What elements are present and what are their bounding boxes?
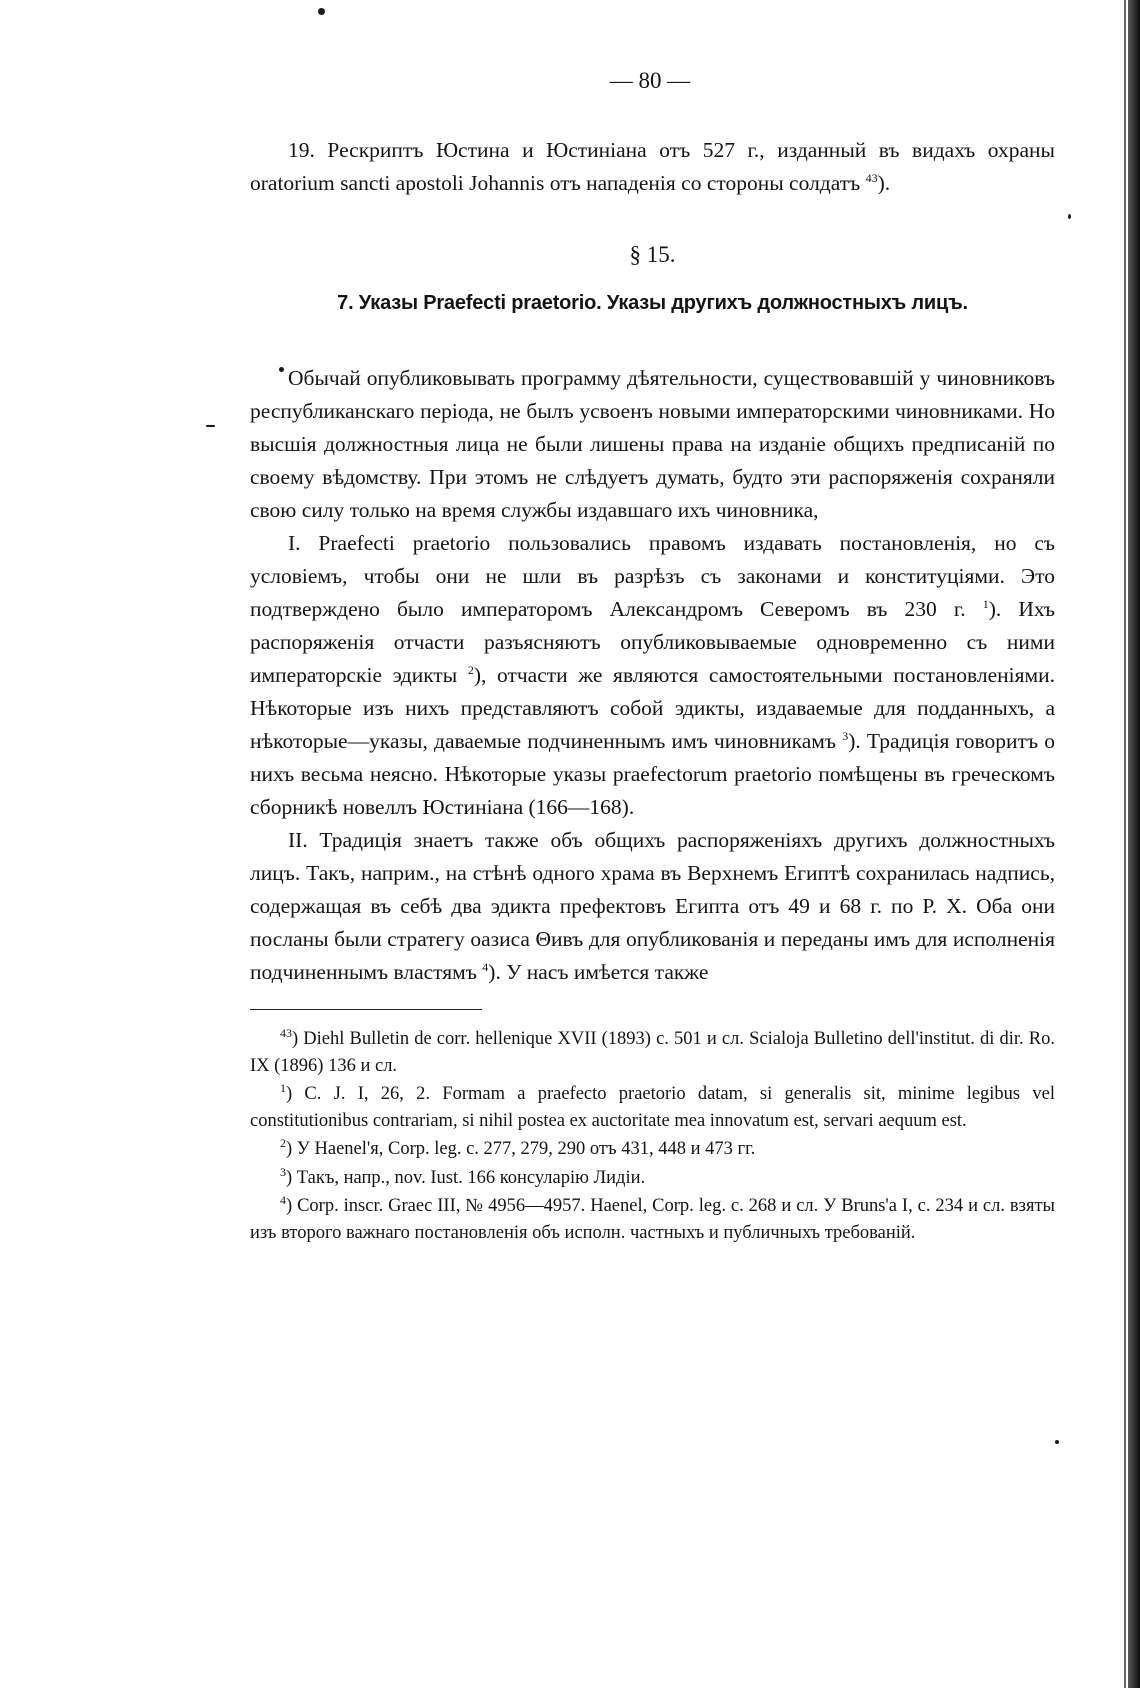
footnote-divider bbox=[250, 1009, 482, 1010]
scan-speck bbox=[1055, 1440, 1059, 1444]
section-sign: § 15. bbox=[629, 242, 676, 267]
footnote-text: ) C. J. I, 26, 2. Formam a praefecto praetorio datam, si generalis sit, minime legibus vel constitutionibus contrariam, si nihil postea ex auctoritate mea innovatum est, servari aequum est. bbox=[250, 1084, 1055, 1131]
footnote-mark: 43 bbox=[280, 1025, 292, 1040]
scan-speck bbox=[318, 8, 325, 15]
footnote-text: ) Diehl Bulletin de corr. hellenique XVII (1893) с. 501 и сл. Scialoja Bulletino dell'institut. di dir. Ro. IX (1896) 136 и сл. bbox=[250, 1029, 1055, 1076]
intro-paragraph: Обычай опубликовывать программу дѣятельности, существовавшій у чиновниковъ республиканскаго періода, не былъ усвоенъ новыми императорскими чиновниками. Но высшія должностныя лица не были лишены права на изданіе общихъ предписаній по своему вѣдомству. При этомъ не слѣдуетъ думать, будто эти распоряженія сохраняли свою силу только на время службы издавшаго ихъ чиновника, bbox=[250, 366, 1055, 522]
paragraph-i-part: ). Традиція говоритъ о нихъ весьма неясно. Нѣкоторые указы praefectorum praetorio помѣщены въ греческомъ сборникѣ новеллъ Юстиніана (166—168). bbox=[250, 729, 1055, 819]
paragraph-i bbox=[250, 527, 1055, 824]
footnote-text: ) У Haenel'я, Corp. leg. с. 277, 279, 290 отъ 431, 448 и 473 гг. bbox=[286, 1139, 756, 1159]
footnote-mark: 1 bbox=[280, 1080, 286, 1095]
paragraph-ii bbox=[250, 824, 1055, 989]
scan-border bbox=[1128, 0, 1140, 1688]
footnote-mark: 2 bbox=[280, 1135, 286, 1150]
footnote-ref-43[interactable]: 43 bbox=[865, 170, 878, 185]
footnote-text: ) Такъ, напр., nov. Iust. 166 консуларію Лидіи. bbox=[286, 1167, 646, 1188]
page-content bbox=[250, 134, 1055, 1248]
body-text bbox=[250, 362, 1055, 989]
scan-border-line bbox=[1124, 0, 1126, 1688]
item-19-tail: ). bbox=[877, 171, 891, 195]
footnote-mark: 4 bbox=[280, 1192, 286, 1207]
page-number: — 80 — bbox=[609, 68, 691, 93]
footnote-43 bbox=[250, 1026, 1055, 1079]
paragraph-i-part: ), отчасти же являются самостоятельными постановленіями. Нѣкоторые изъ нихъ представляютъ собой эдикты, издаваемые для подданныхъ, а нѣкоторые—указы, даваемые подчиненнымъ имъ чиновникамъ bbox=[250, 663, 1056, 753]
scan-speck bbox=[206, 425, 215, 427]
item-19-paragraph bbox=[250, 134, 1055, 200]
item-19-text: 19. Рескриптъ Юстина и Юстиніана отъ 527 г., изданный въ видахъ охраны oratorium sancti apostoli Johannis отъ нападенія со стороны солдатъ bbox=[250, 138, 1055, 195]
footnote-ref-4[interactable]: 4 bbox=[482, 959, 489, 974]
section-heading: 7. Указы Praefecti praetorio. Указы другихъ должностныхъ лицъ. bbox=[337, 292, 968, 314]
paragraph-i-part: I. Praefecti praetorio пользовались правомъ издавать постановленія, но съ условіемъ, чтобы они не шли въ разрѣзъ съ законами и конституціями. Это подтверждено было императоромъ Александромъ Северомъ въ 230 г. bbox=[250, 531, 1055, 621]
paragraph-ii-part: ). У насъ имѣется также bbox=[488, 960, 709, 984]
scan-speck bbox=[1068, 214, 1071, 219]
footnote-4 bbox=[250, 1193, 1055, 1246]
footnote-3 bbox=[250, 1165, 1055, 1192]
footnote-ref-3[interactable]: 3 bbox=[842, 728, 849, 743]
paragraph-ii-part: II. Традиція знаетъ также объ общихъ распоряженіяхъ другихъ должностныхъ лицъ. Такъ, наприм., на стѣнѣ одного храма въ Верхнемъ Египтѣ сохранилась надпись, содержащая въ себѣ два эдикта префектовъ Египта отъ 49 и 68 г. по Р. Х. Оба они посланы были стратегу оазиса Θивъ для опубликованія и переданы имъ для исполненія подчиненнымъ властямъ bbox=[250, 828, 1055, 984]
footnote-ref-1[interactable]: 1 bbox=[982, 596, 989, 611]
footnotes bbox=[250, 1026, 1055, 1246]
footnote-ref-2[interactable]: 2 bbox=[467, 662, 474, 677]
footnote-1 bbox=[250, 1081, 1055, 1134]
footnote-mark: 3 bbox=[280, 1164, 286, 1179]
footnote-2 bbox=[250, 1136, 1055, 1163]
footnote-text: ) Corp. inscr. Graec III, № 4956—4957. Haenel, Corp. leg. с. 268 и сл. У Bruns'a I, с. 234 и сл. взяты изъ второго важнаго постановленія объ исполн. частныхъ и публичныхъ требованій. bbox=[250, 1196, 1055, 1243]
paragraph-i-part: ). Ихъ распоряженія отчасти разъясняютъ опубликовываемые одновременно съ ними императорскіе эдикты bbox=[250, 597, 1055, 687]
